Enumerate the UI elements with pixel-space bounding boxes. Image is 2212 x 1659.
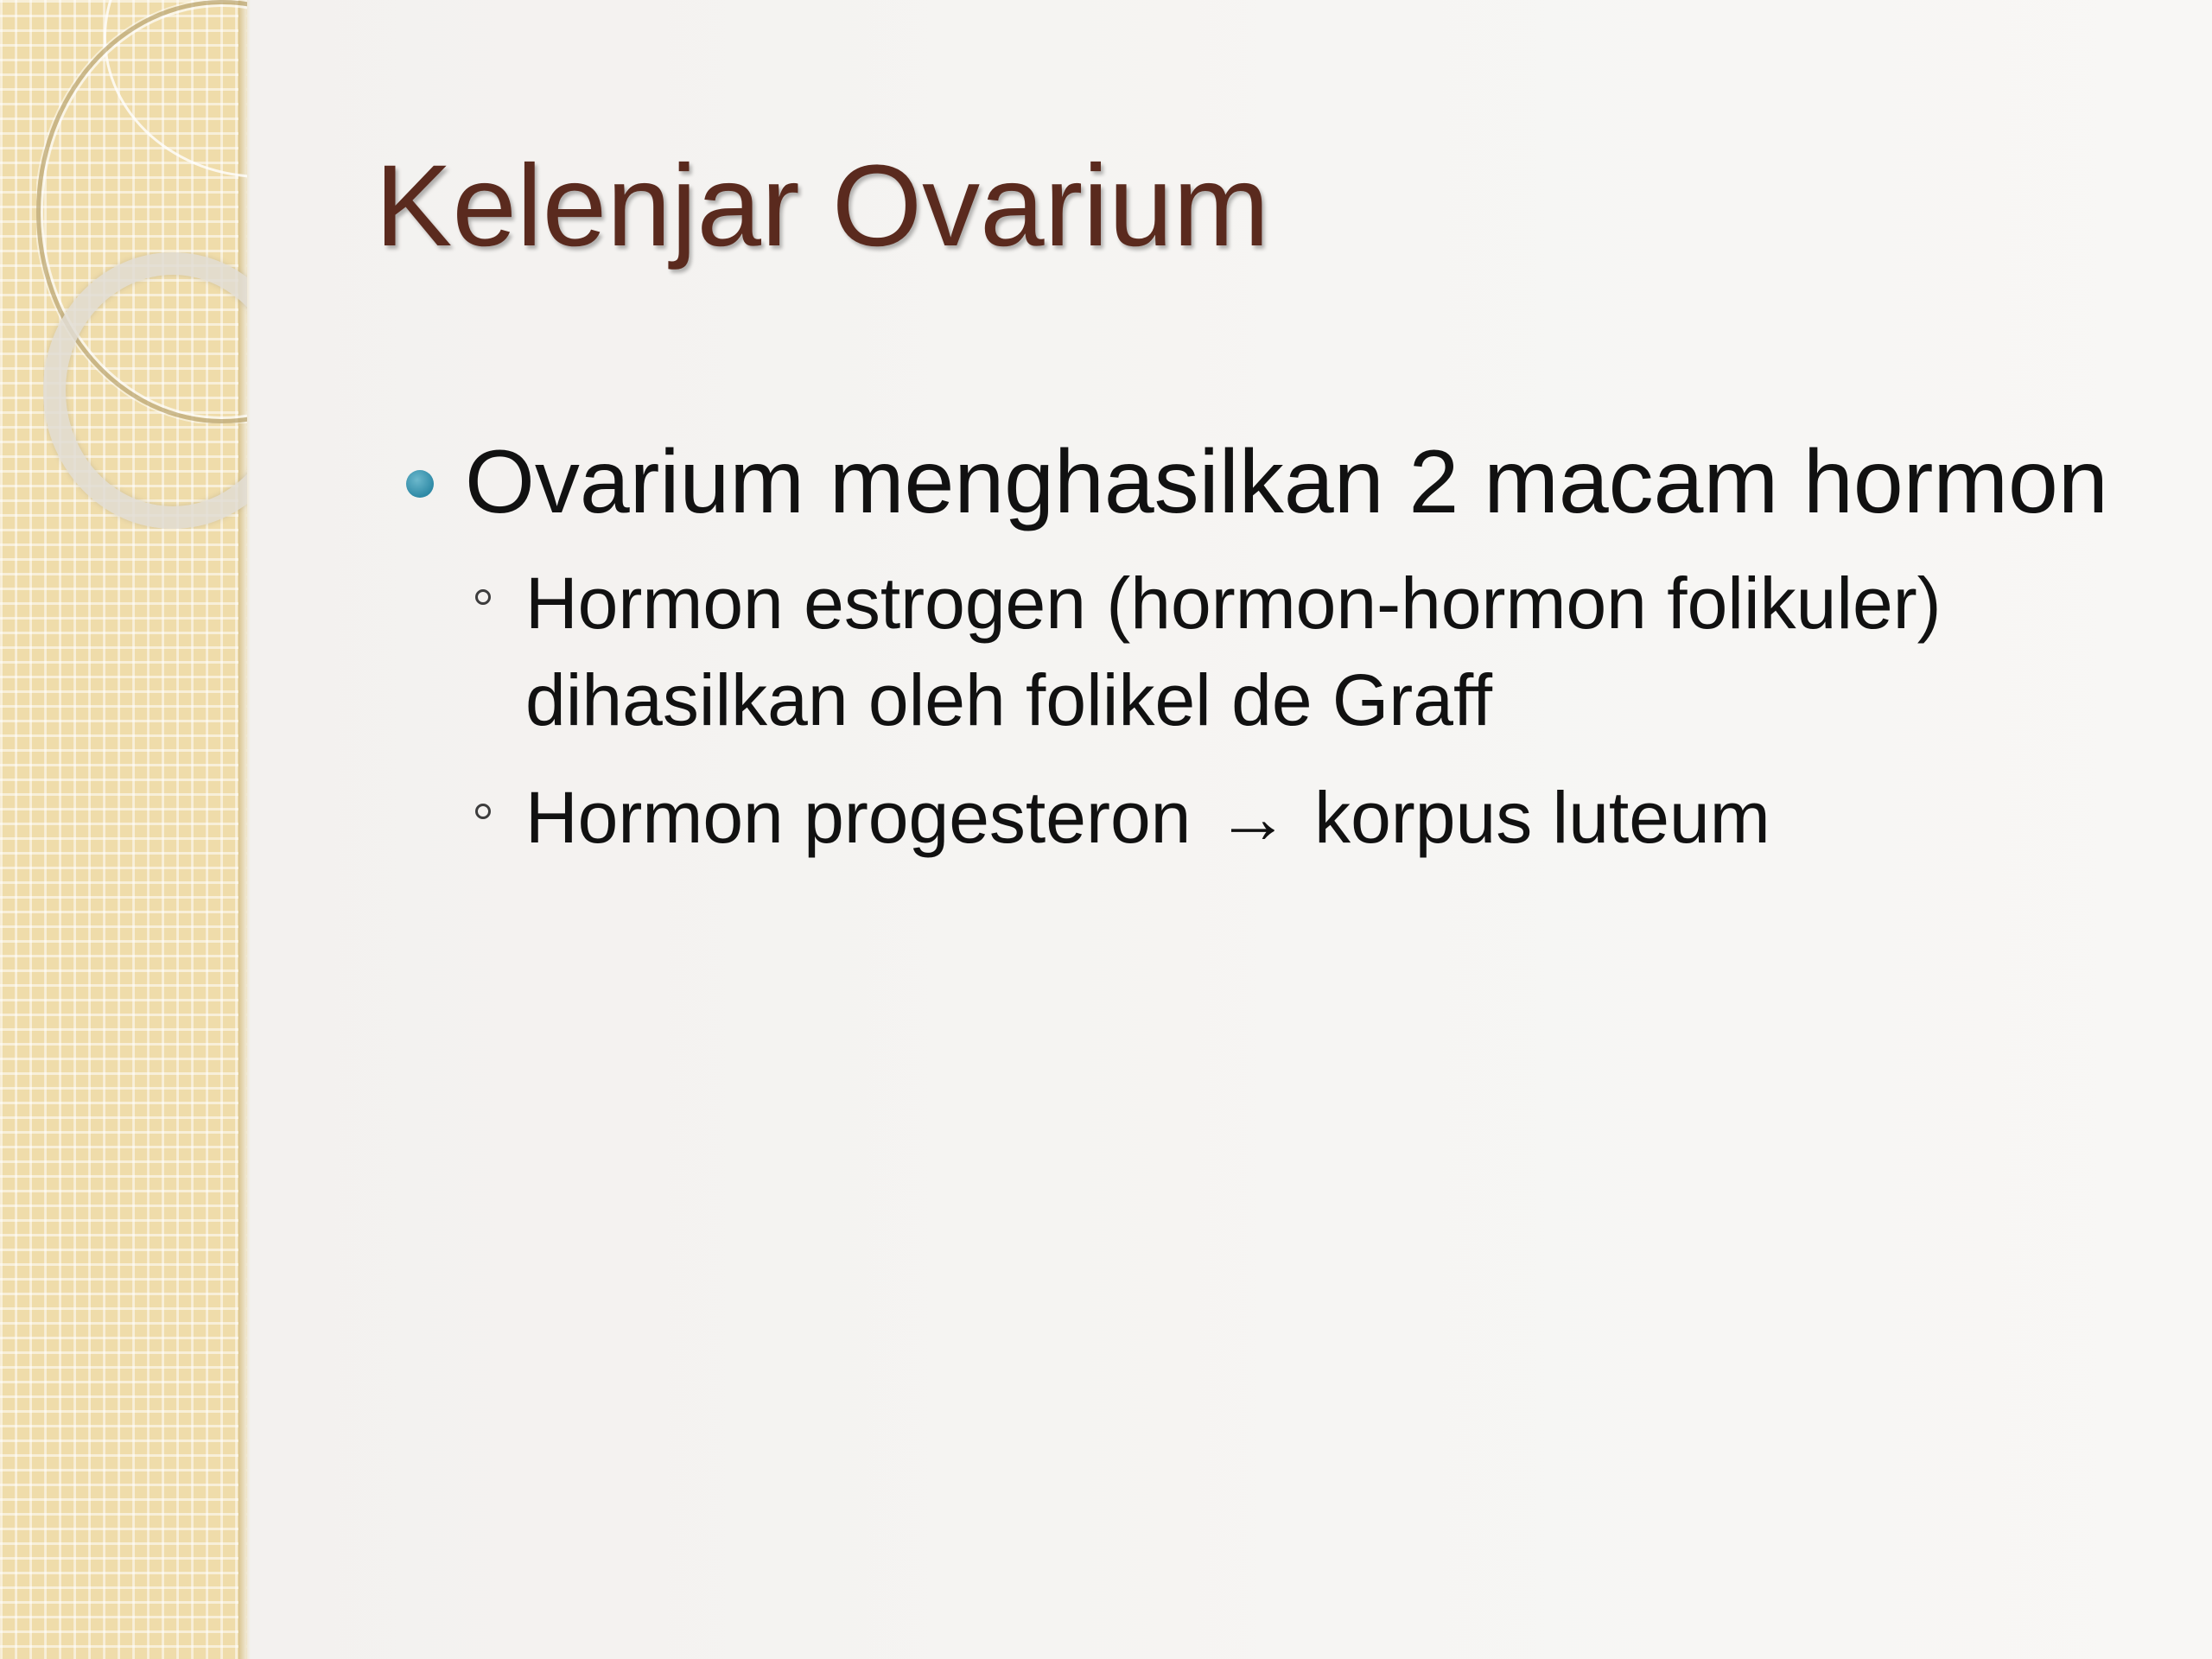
slide-content — [406, 429, 2186, 866]
sub-bullet-text-line: Hormon estrogen (hormon-hormon folikuler) — [525, 563, 1942, 644]
decorative-ring-thick — [43, 252, 302, 529]
sub-bullet-text: korpus luteum — [1314, 777, 1770, 858]
sub-bullet-text-line: dihasilkan oleh folikel de Graff — [525, 659, 1493, 741]
sub-bullet-text: Hormon progesteron — [525, 777, 1192, 858]
sub-bullet-item — [406, 555, 2186, 748]
arrow-right-icon: → — [1216, 777, 1289, 858]
bullet-item — [406, 429, 2186, 536]
sub-bullet-ring-icon — [475, 589, 491, 605]
sub-bullet-item — [406, 769, 2186, 866]
sub-bullet-ring-icon — [475, 804, 491, 819]
bullet-text: Ovarium menghasilkan 2 macam hormon — [465, 432, 2108, 532]
slide-title: Kelenjar Ovarium — [375, 142, 1270, 270]
bullet-dot-icon — [406, 470, 434, 498]
